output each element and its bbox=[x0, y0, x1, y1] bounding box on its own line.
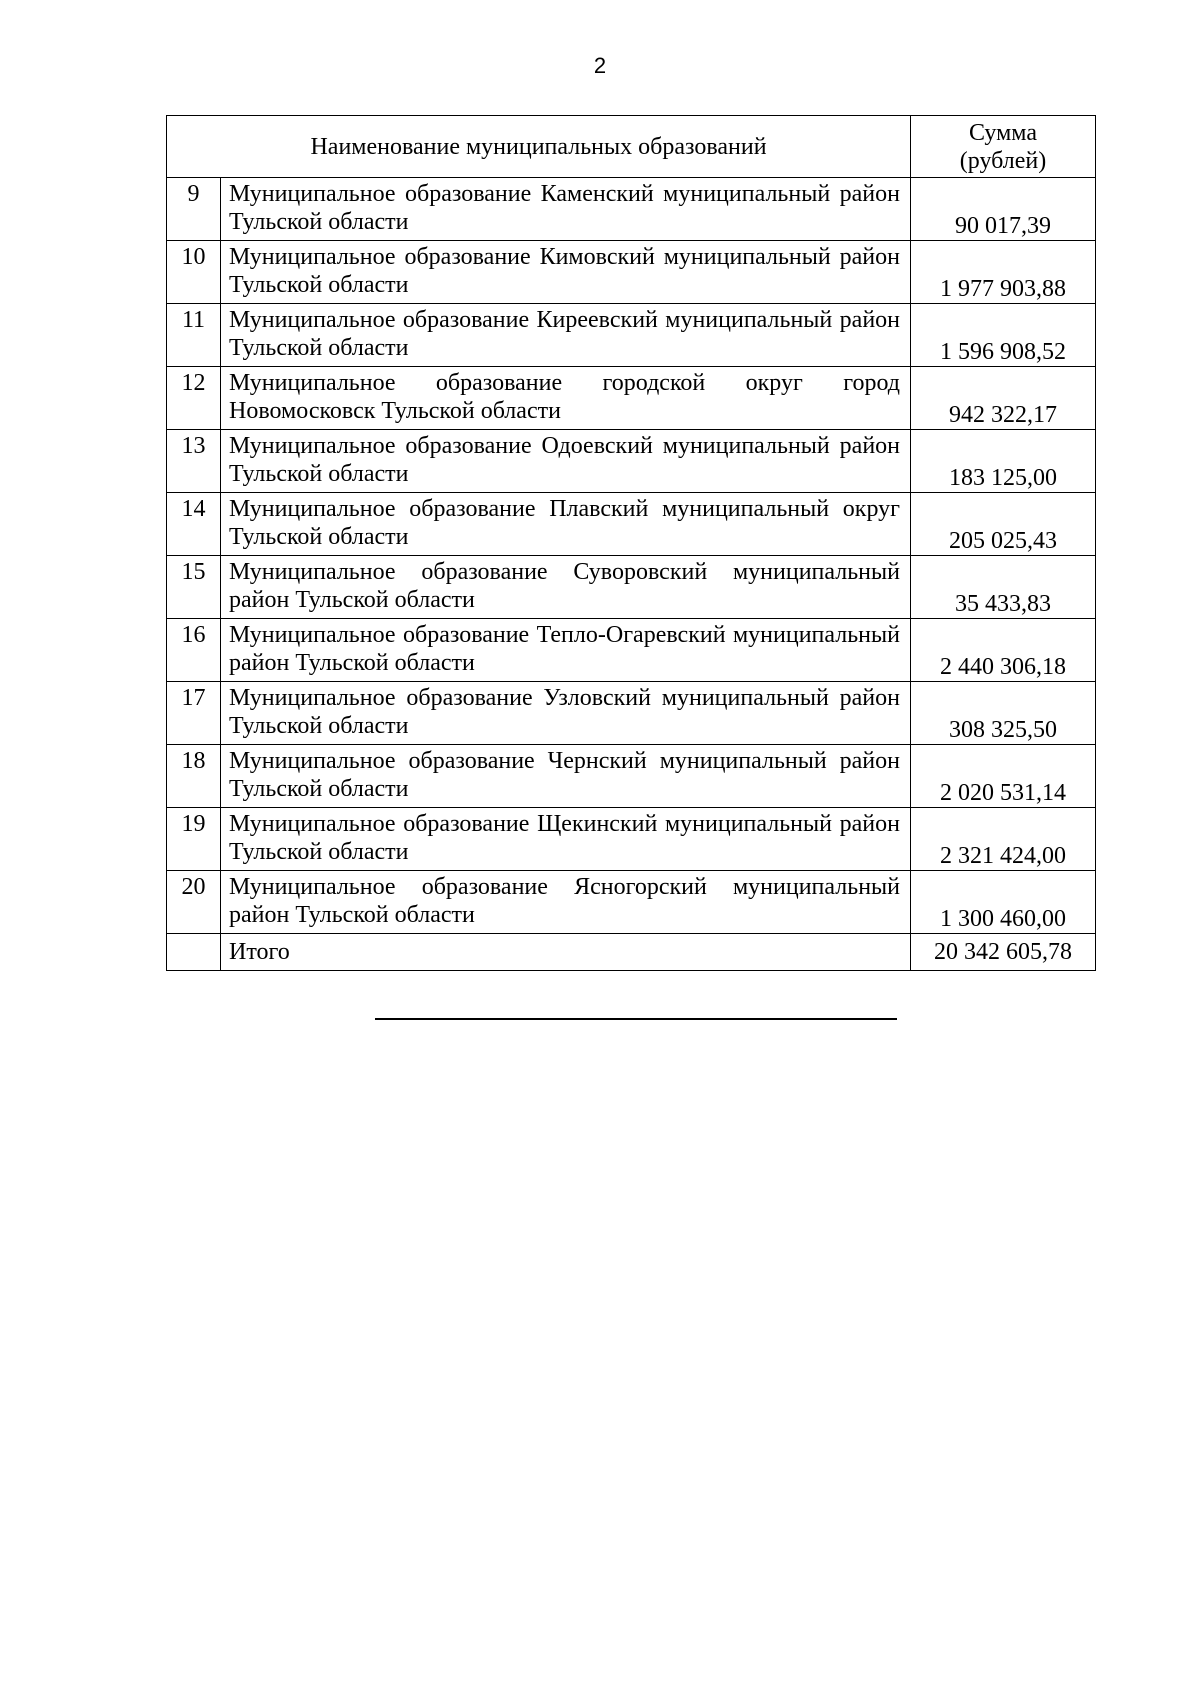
total-number-cell bbox=[167, 934, 221, 971]
table-row bbox=[167, 493, 1096, 556]
header-name-column: Наименование муниципальных образований bbox=[167, 116, 911, 178]
table-header-row bbox=[167, 116, 1096, 178]
amount: 2 321 424,00 bbox=[911, 808, 1096, 871]
municipality-name: Муниципальное образование Щекинский муниципальный район Тульской области bbox=[221, 808, 911, 871]
row-number: 18 bbox=[167, 745, 221, 808]
table-row bbox=[167, 556, 1096, 619]
municipality-name: Муниципальное образование Одоевский муниципальный район Тульской области bbox=[221, 430, 911, 493]
total-label: Итого bbox=[221, 934, 911, 971]
header-sum-line1: Сумма bbox=[969, 119, 1037, 146]
row-number: 19 bbox=[167, 808, 221, 871]
page-number: 2 bbox=[593, 53, 607, 78]
amount: 942 322,17 bbox=[911, 367, 1096, 430]
row-number: 15 bbox=[167, 556, 221, 619]
table-row bbox=[167, 178, 1096, 241]
amount: 1 977 903,88 bbox=[911, 241, 1096, 304]
total-amount: 20 342 605,78 bbox=[911, 934, 1096, 971]
row-number: 10 bbox=[167, 241, 221, 304]
amount: 183 125,00 bbox=[911, 430, 1096, 493]
row-number: 16 bbox=[167, 619, 221, 682]
amount: 2 440 306,18 bbox=[911, 619, 1096, 682]
table-row bbox=[167, 682, 1096, 745]
table-row bbox=[167, 871, 1096, 934]
header-sum-column bbox=[911, 116, 1096, 178]
amount: 308 325,50 bbox=[911, 682, 1096, 745]
row-number: 17 bbox=[167, 682, 221, 745]
table-row bbox=[167, 745, 1096, 808]
municipality-name: Муниципальное образование Кимовский муниципальный район Тульской области bbox=[221, 241, 911, 304]
amount: 205 025,43 bbox=[911, 493, 1096, 556]
amount: 1 596 908,52 bbox=[911, 304, 1096, 367]
municipality-name: Муниципальное образование Каменский муниципальный район Тульской области bbox=[221, 178, 911, 241]
header-sum-line2: (рублей) bbox=[959, 147, 1047, 174]
table-row bbox=[167, 241, 1096, 304]
amount: 2 020 531,14 bbox=[911, 745, 1096, 808]
row-number: 9 bbox=[167, 178, 221, 241]
municipality-name: Муниципальное образование городской округ город Новомосковск Тульской области bbox=[221, 367, 911, 430]
closing-rule-divider bbox=[375, 1018, 897, 1020]
municipality-name: Муниципальное образование Ясногорский муниципальный район Тульской области bbox=[221, 871, 911, 934]
municipality-name: Муниципальное образование Чернский муниципальный район Тульской области bbox=[221, 745, 911, 808]
amount: 90 017,39 bbox=[911, 178, 1096, 241]
table-row bbox=[167, 367, 1096, 430]
row-number: 14 bbox=[167, 493, 221, 556]
amount: 1 300 460,00 bbox=[911, 871, 1096, 934]
table-row bbox=[167, 304, 1096, 367]
municipal-grants-table bbox=[166, 115, 1096, 971]
table-row bbox=[167, 808, 1096, 871]
municipality-name: Муниципальное образование Суворовский муниципальный район Тульской области bbox=[221, 556, 911, 619]
municipality-name: Муниципальное образование Узловский муниципальный район Тульской области bbox=[221, 682, 911, 745]
municipality-name: Муниципальное образование Киреевский муниципальный район Тульской области bbox=[221, 304, 911, 367]
table-row bbox=[167, 430, 1096, 493]
row-number: 20 bbox=[167, 871, 221, 934]
municipality-name: Муниципальное образование Тепло-Огаревский муниципальный район Тульской области bbox=[221, 619, 911, 682]
amount: 35 433,83 bbox=[911, 556, 1096, 619]
row-number: 11 bbox=[167, 304, 221, 367]
table-row bbox=[167, 619, 1096, 682]
total-row bbox=[167, 934, 1096, 971]
row-number: 13 bbox=[167, 430, 221, 493]
row-number: 12 bbox=[167, 367, 221, 430]
municipality-name: Муниципальное образование Плавский муниципальный округ Тульской области bbox=[221, 493, 911, 556]
